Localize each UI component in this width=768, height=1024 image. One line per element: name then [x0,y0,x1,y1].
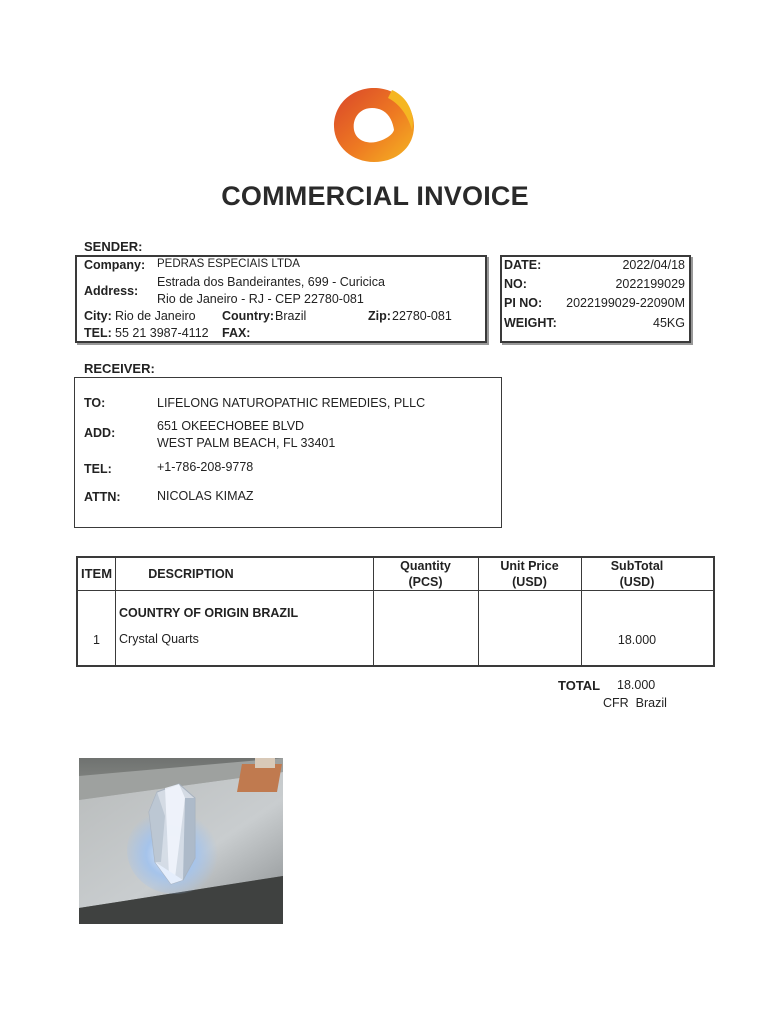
receiver-attn-label: ATTN: [84,490,121,504]
sender-company-label: Company: [84,258,146,272]
date-value: 2022/04/18 [622,258,685,272]
sender-address-line1: Estrada dos Bandeirantes, 699 - Curicica [157,275,385,289]
receiver-add-line1: 651 OKEECHOBEE BLVD [157,419,305,433]
sender-tel-label: TEL: [84,326,112,340]
sender-city: Rio de Janeiro [115,309,196,323]
sender-city-label: City: [84,309,112,323]
header-quantity-line1: Quantity [400,559,451,573]
header-description: DESCRIPTION [148,567,234,581]
weight-label: WEIGHT: [504,316,557,330]
no-label: NO: [504,277,527,291]
header-subtotal [581,558,693,590]
header-unit-price-line1: Unit Price [500,559,559,573]
header-item: ITEM [80,566,113,581]
sender-address-line2: Rio de Janeiro - RJ - CEP 22780-081 [157,292,364,306]
header-subtotal-line1: SubTotal [610,559,664,573]
sender-fax-label: FAX: [222,326,251,340]
table-header-divider [78,590,713,591]
table-row-item: 1 [93,633,100,647]
header-unit-price-line2: (USD) [512,575,547,589]
items-table [76,556,715,667]
header-unit-price [478,558,581,590]
receiver-attn: NICOLAS KIMAZ [157,489,254,503]
receiver-tel: +1-786-208-9778 [157,460,254,474]
total-value: 18.000 [617,678,656,692]
terms: CFR Brazil [603,696,667,710]
receiver-add-line2: WEST PALM BEACH, FL 33401 [157,436,336,450]
receiver-tel-label: TEL: [84,462,112,476]
document-title: COMMERCIAL INVOICE [221,181,529,211]
sender-tel: 55 21 3987-4112 [115,326,209,340]
sender-zip-label: Zip: [368,309,391,323]
sender-company: PEDRAS ESPECIAIS LTDA [157,258,300,270]
company-logo [332,86,416,164]
sender-address-label: Address: [84,284,139,298]
sender-country-label: Country: [222,309,275,323]
sender-country: Brazil [275,309,307,323]
receiver-to-label: TO: [84,396,106,410]
pino-value: 2022199029-22090M [566,296,685,310]
origin-note: COUNTRY OF ORIGIN BRAZIL [119,606,299,620]
receiver-to: LIFELONG NATUROPATHIC REMEDIES, PLLC [157,396,426,410]
no-value: 2022199029 [615,277,685,291]
table-row-description: Crystal Quarts [119,632,199,646]
total-label: TOTAL [558,678,601,693]
header-quantity [373,558,478,590]
receiver-section-label: RECEIVER: [84,361,155,376]
header-subtotal-line2: (USD) [619,575,655,589]
weight-value: 45KG [653,316,685,330]
date-label: DATE: [504,258,542,272]
table-row-subtotal: 18.000 [617,633,657,647]
sender-section-label: SENDER: [84,239,143,254]
sender-zip: 22780-081 [392,309,452,323]
header-quantity-line2: (PCS) [408,575,443,589]
crystal-quartz-photo [79,758,283,924]
receiver-add-label: ADD: [84,426,116,440]
pino-label: PI NO: [504,296,543,310]
